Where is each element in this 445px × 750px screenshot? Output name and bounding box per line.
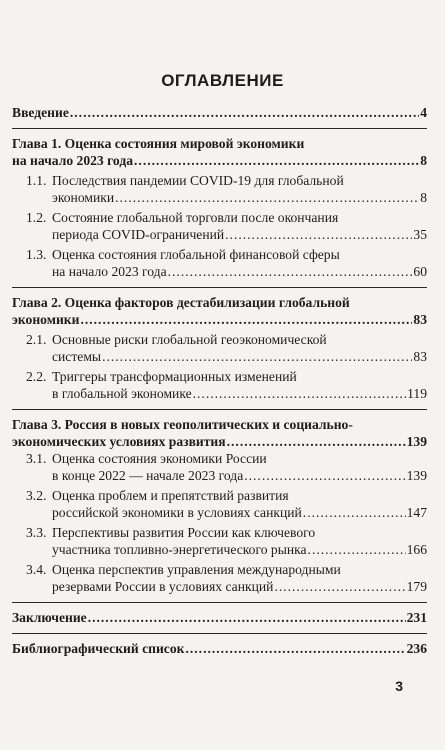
- section-title: Основные риски глобальной геоэкономической: [52, 332, 327, 347]
- section-number: 1.3.: [26, 247, 47, 262]
- toc-chapter-3: [12, 416, 427, 595]
- toc-entry-intro: [12, 104, 427, 121]
- section-title: Последствия пандемии COVID-19 для глобальной: [52, 173, 344, 188]
- entry-label: Введение: [12, 105, 69, 120]
- section-number: 3.3.: [26, 525, 47, 540]
- section-line: [12, 246, 427, 263]
- section-number: 3.4.: [26, 562, 47, 577]
- entry-label: Заключение: [12, 610, 87, 625]
- dot-leader: [303, 504, 406, 521]
- entry-page: 179: [406, 579, 427, 594]
- section-line: [12, 172, 427, 189]
- toc-entry-bibliography: [12, 640, 427, 657]
- entry-page: 8: [420, 190, 427, 205]
- dot-leader: [88, 609, 406, 626]
- section-title: в глобальной экономике: [52, 386, 192, 401]
- dot-leader: [244, 467, 405, 484]
- dot-leader: [168, 263, 413, 280]
- section-title: Оценка состояния глобальной финансовой сферы: [52, 247, 340, 262]
- divider: [12, 633, 427, 634]
- section-number: 1.1.: [26, 173, 47, 188]
- entry-label: Библиографический список: [12, 641, 185, 656]
- dot-leader: [134, 152, 419, 169]
- divider: [12, 287, 427, 288]
- entry-page: 139: [406, 434, 427, 449]
- section-title: резервами России в условиях санкций: [52, 579, 274, 594]
- entry-page: 83: [413, 312, 427, 327]
- chapter-title-text: экономических условиях развития: [12, 434, 226, 449]
- section-line: [12, 578, 427, 595]
- section-title: Оценка перспектив управления международными: [52, 562, 341, 577]
- section-line: [12, 368, 427, 385]
- section-line: [12, 189, 427, 206]
- section-line: [12, 561, 427, 578]
- entry-page: 83: [413, 349, 427, 364]
- section-number: 1.2.: [26, 210, 47, 225]
- section-line: [12, 226, 427, 243]
- dot-leader: [227, 433, 406, 450]
- section-line: [12, 450, 427, 467]
- chapter-title-line: [12, 311, 427, 328]
- dot-leader: [193, 385, 406, 402]
- chapter-title-text: экономики: [12, 312, 80, 327]
- dot-leader: [274, 578, 405, 595]
- entry-page: 8: [420, 153, 427, 168]
- section-line: [12, 504, 427, 521]
- chapter-title-line: Глава 2. Оценка факторов дестабилизации глобальной: [12, 295, 350, 310]
- dot-leader: [225, 226, 412, 243]
- section-title: Оценка состояния экономики России: [52, 451, 267, 466]
- section-line: [12, 541, 427, 558]
- page-title: ОГЛАВЛЕНИЕ: [161, 71, 284, 90]
- section-title: российской экономики в условиях санкций: [52, 505, 302, 520]
- chapter-title-line: Глава 1. Оценка состояния мировой экономики: [12, 136, 305, 151]
- section-line: [12, 385, 427, 402]
- dot-leader: [102, 348, 412, 365]
- section-title: участника топливно-энергетического рынка: [52, 542, 307, 557]
- entry-page: 236: [406, 641, 427, 656]
- toc-chapter-1: [12, 135, 427, 280]
- section-line: [12, 467, 427, 484]
- dot-leader: [80, 311, 412, 328]
- section-line: [12, 487, 427, 504]
- section-line: [12, 524, 427, 541]
- dot-leader: [185, 640, 405, 657]
- page-number: 3: [395, 678, 403, 694]
- section-title: Оценка проблем и препятствий развития: [52, 488, 289, 503]
- entry-page: 60: [413, 264, 427, 279]
- section-line: [12, 209, 427, 226]
- dot-leader: [70, 104, 419, 121]
- entry-page: 4: [420, 105, 427, 120]
- entry-page: 119: [407, 386, 427, 401]
- section-title: периода COVID-ограничений: [52, 227, 225, 242]
- chapter-title-line: [12, 152, 427, 169]
- toc-chapter-2: [12, 294, 427, 402]
- section-number: 2.1.: [26, 332, 47, 347]
- entry-page: 147: [406, 505, 427, 520]
- section-number: 3.1.: [26, 451, 47, 466]
- entry-page: 166: [406, 542, 427, 557]
- chapter-title-line: Глава 3. Россия в новых геополитических и социально-: [12, 417, 353, 432]
- section-line: [12, 331, 427, 348]
- dot-leader: [308, 541, 406, 558]
- section-number: 2.2.: [26, 369, 47, 384]
- section-title: Состояние глобальной торговли после окончания: [52, 210, 339, 225]
- section-number: 3.2.: [26, 488, 47, 503]
- section-line: [12, 263, 427, 280]
- toc-entry-conclusion: [12, 609, 427, 626]
- entry-page: 139: [406, 468, 427, 483]
- chapter-title-text: на начало 2023 года: [12, 153, 134, 168]
- section-title: на начало 2023 года: [52, 264, 167, 279]
- section-title: системы: [52, 349, 102, 364]
- entry-page: 35: [413, 227, 427, 242]
- section-title: в конце 2022 — начале 2023 года: [52, 468, 244, 483]
- entry-page: 231: [406, 610, 427, 625]
- section-title: Перспективы развития России как ключевого: [52, 525, 316, 540]
- chapter-title-line: [12, 433, 427, 450]
- section-title: Триггеры трансформационных изменений: [52, 369, 297, 384]
- section-title: экономики: [52, 190, 115, 205]
- section-line: [12, 348, 427, 365]
- dot-leader: [115, 189, 419, 206]
- divider: [12, 409, 427, 410]
- divider: [12, 602, 427, 603]
- table-of-contents: [12, 104, 427, 657]
- divider: [12, 128, 427, 129]
